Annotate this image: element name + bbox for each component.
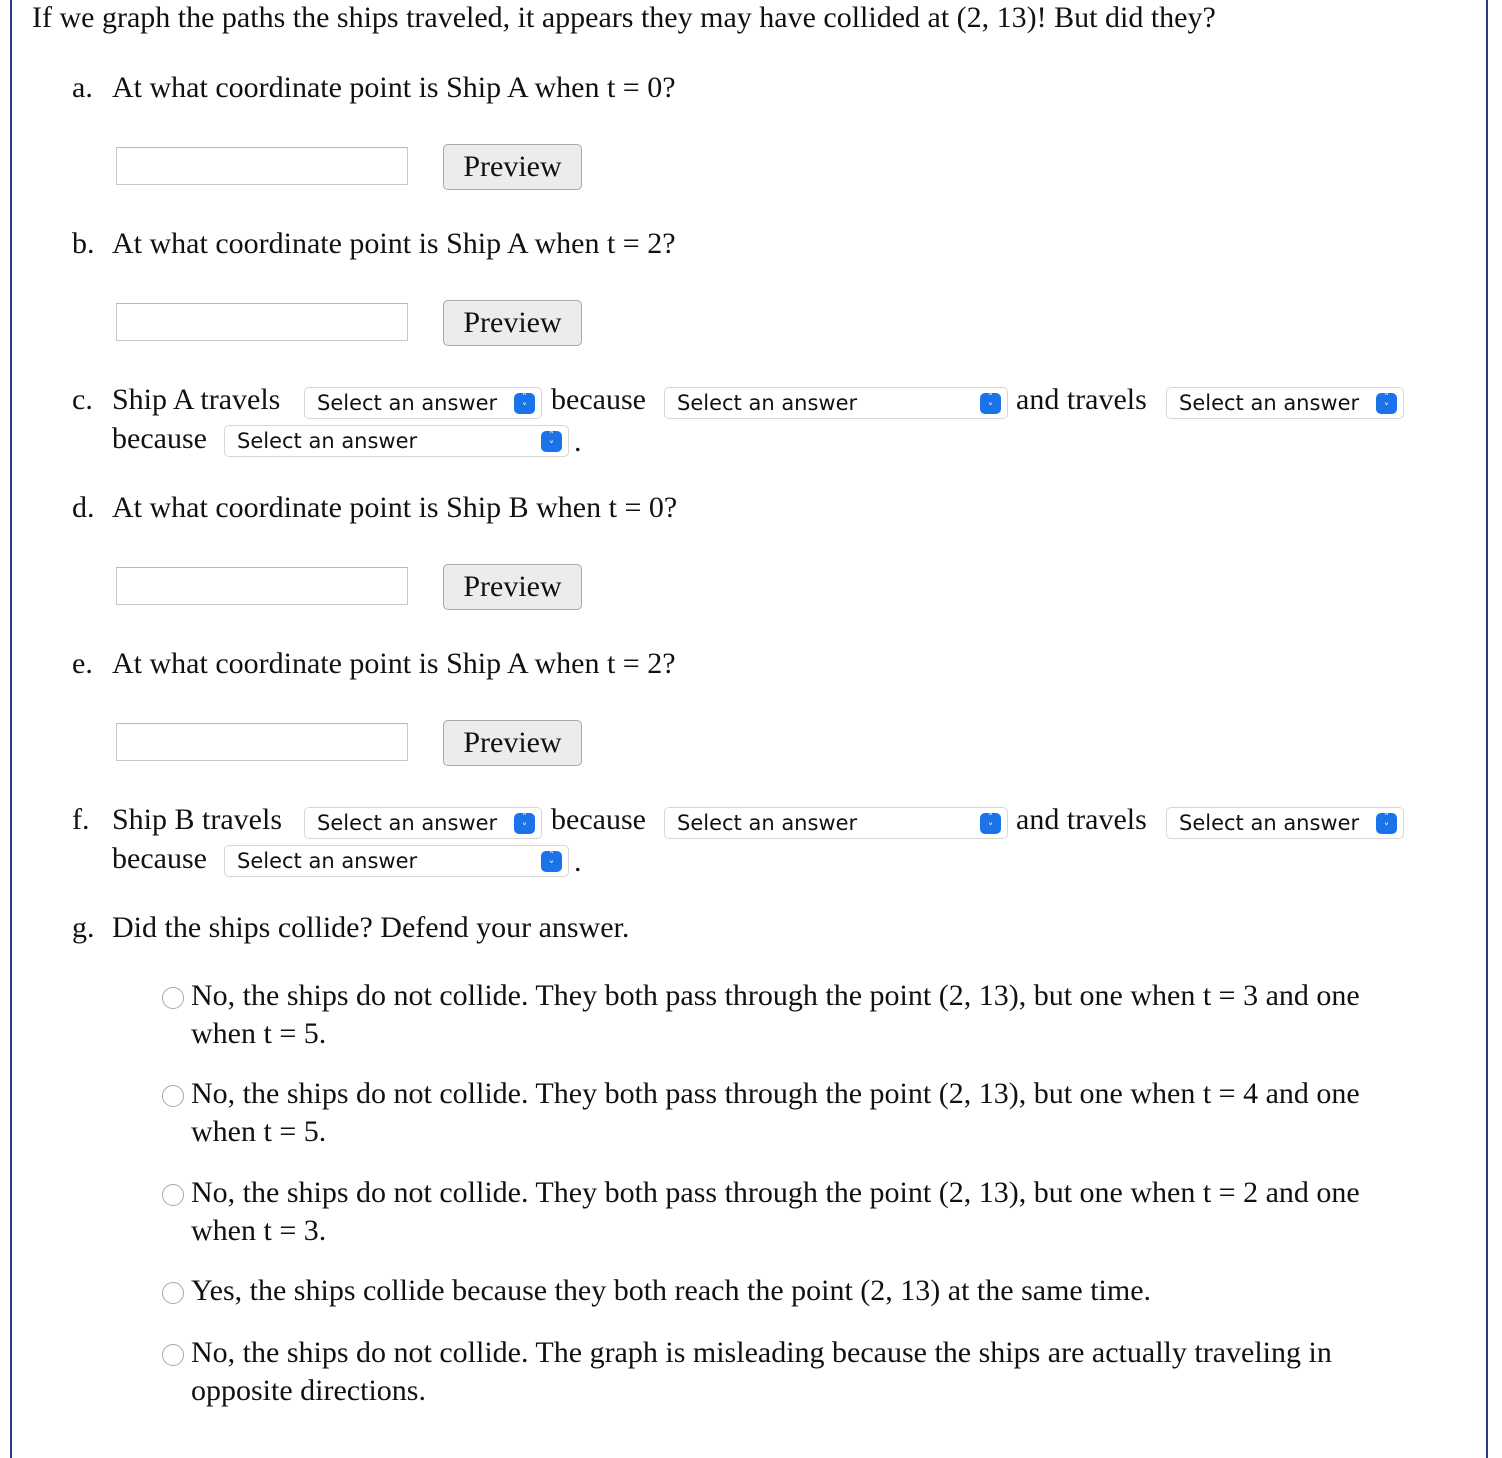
option-3-line1: No, the ships do not collide. They both pass through the point (2, 13), but one when t = 2 and one <box>191 1176 1360 1209</box>
question-e-letter: e. <box>72 647 93 680</box>
select-label: Select an answer <box>237 849 418 873</box>
question-g-text: Did the ships collide? Defend your answer. <box>112 911 630 944</box>
option-4-radio[interactable] <box>162 1282 184 1304</box>
option-2-line1: No, the ships do not collide. They both pass through the point (2, 13), but one when t = 4 and one <box>191 1077 1360 1110</box>
question-a-letter: a. <box>72 71 93 104</box>
question-b <box>72 226 676 262</box>
question-a-text: At what coordinate point is Ship A when t = 0? <box>112 71 676 104</box>
part-c-period: . <box>574 425 582 458</box>
answer-b-input[interactable] <box>116 303 408 341</box>
part-f-and-travels: and travels <box>1016 803 1147 836</box>
chevron-updown-icon: ˄ ˅ <box>1376 393 1397 414</box>
part-f-reason-select-2[interactable] <box>224 845 569 877</box>
select-label: Select an answer <box>317 391 498 415</box>
answer-d-input[interactable] <box>116 567 408 605</box>
part-c-because-2: because <box>112 422 207 455</box>
part-c-lead: Ship A travels <box>112 383 281 416</box>
question-b-text: At what coordinate point is Ship A when t = 2? <box>112 227 676 260</box>
chevron-updown-icon: ˄ ˅ <box>541 851 562 872</box>
chevron-updown-icon: ˄ ˅ <box>980 813 1001 834</box>
part-f-direction-select-2[interactable] <box>1166 807 1404 839</box>
option-4-line1: Yes, the ships collide because they both reach the point (2, 13) at the same time. <box>191 1274 1152 1307</box>
chevron-updown-icon: ˄ ˅ <box>541 431 562 452</box>
option-1-line1: No, the ships do not collide. They both pass through the point (2, 13), but one when t = 3 and one <box>191 979 1360 1012</box>
answer-a-input[interactable] <box>116 147 408 185</box>
chevron-updown-icon: ˄ ˅ <box>514 813 535 834</box>
part-f-period: . <box>574 845 582 878</box>
option-2[interactable] <box>191 1075 1461 1151</box>
part-c-reason-select-1[interactable] <box>664 387 1008 419</box>
question-b-letter: b. <box>72 227 95 260</box>
part-f-direction-select[interactable] <box>304 807 542 839</box>
preview-b-button[interactable]: Preview <box>443 300 582 346</box>
select-label: Select an answer <box>1179 391 1360 415</box>
part-c-because-1: because <box>551 383 646 416</box>
select-label: Select an answer <box>677 391 858 415</box>
intro-text: If we graph the paths the ships traveled, it appears they may have collided at (2, 13)! But did they? <box>32 1 1216 34</box>
part-f-lead: Ship B travels <box>112 803 282 836</box>
preview-d-button[interactable]: Preview <box>443 564 582 610</box>
part-f-letter: f. <box>72 803 90 836</box>
option-5-line1: No, the ships do not collide. The graph is misleading because the ships are actually traveling in <box>191 1336 1332 1369</box>
option-5-line2: opposite directions. <box>191 1374 426 1407</box>
part-c-and-travels: and travels <box>1016 383 1147 416</box>
option-5-radio[interactable] <box>162 1344 184 1366</box>
chevron-updown-icon: ˄ ˅ <box>1376 813 1397 834</box>
part-c-direction-select-2[interactable] <box>1166 387 1404 419</box>
option-5[interactable] <box>191 1334 1461 1410</box>
part-c-reason-select-2[interactable] <box>224 425 569 457</box>
select-label: Select an answer <box>1179 811 1360 835</box>
chevron-updown-icon: ˄ ˅ <box>980 393 1001 414</box>
option-1-radio[interactable] <box>162 987 184 1009</box>
part-f-reason-select-1[interactable] <box>664 807 1008 839</box>
question-d-letter: d. <box>72 491 95 524</box>
preview-e-button[interactable]: Preview <box>443 720 582 766</box>
answer-e-input[interactable] <box>116 723 408 761</box>
question-g-letter: g. <box>72 911 95 944</box>
question-d-text: At what coordinate point is Ship B when t = 0? <box>112 491 678 524</box>
select-label: Select an answer <box>317 811 498 835</box>
select-label: Select an answer <box>677 811 858 835</box>
preview-a-button[interactable]: Preview <box>443 144 582 190</box>
question-g <box>72 910 629 946</box>
question-e-text: At what coordinate point is Ship A when t = 2? <box>112 647 676 680</box>
part-f-because-1: because <box>551 803 646 836</box>
part-f-because-2: because <box>112 842 207 875</box>
chevron-updown-icon: ˄ ˅ <box>514 393 535 414</box>
option-3-line2: when t = 3. <box>191 1214 327 1247</box>
select-label: Select an answer <box>237 429 418 453</box>
question-d <box>72 490 677 526</box>
option-4[interactable] <box>191 1272 1461 1310</box>
option-1-line2: when t = 5. <box>191 1017 327 1050</box>
part-c-direction-select[interactable] <box>304 387 542 419</box>
option-2-line2: when t = 5. <box>191 1115 327 1148</box>
option-3[interactable] <box>191 1174 1461 1250</box>
part-c-letter: c. <box>72 383 93 416</box>
question-e <box>72 646 676 682</box>
option-2-radio[interactable] <box>162 1085 184 1107</box>
option-3-radio[interactable] <box>162 1184 184 1206</box>
question-a <box>72 70 676 106</box>
option-1[interactable] <box>191 977 1461 1053</box>
